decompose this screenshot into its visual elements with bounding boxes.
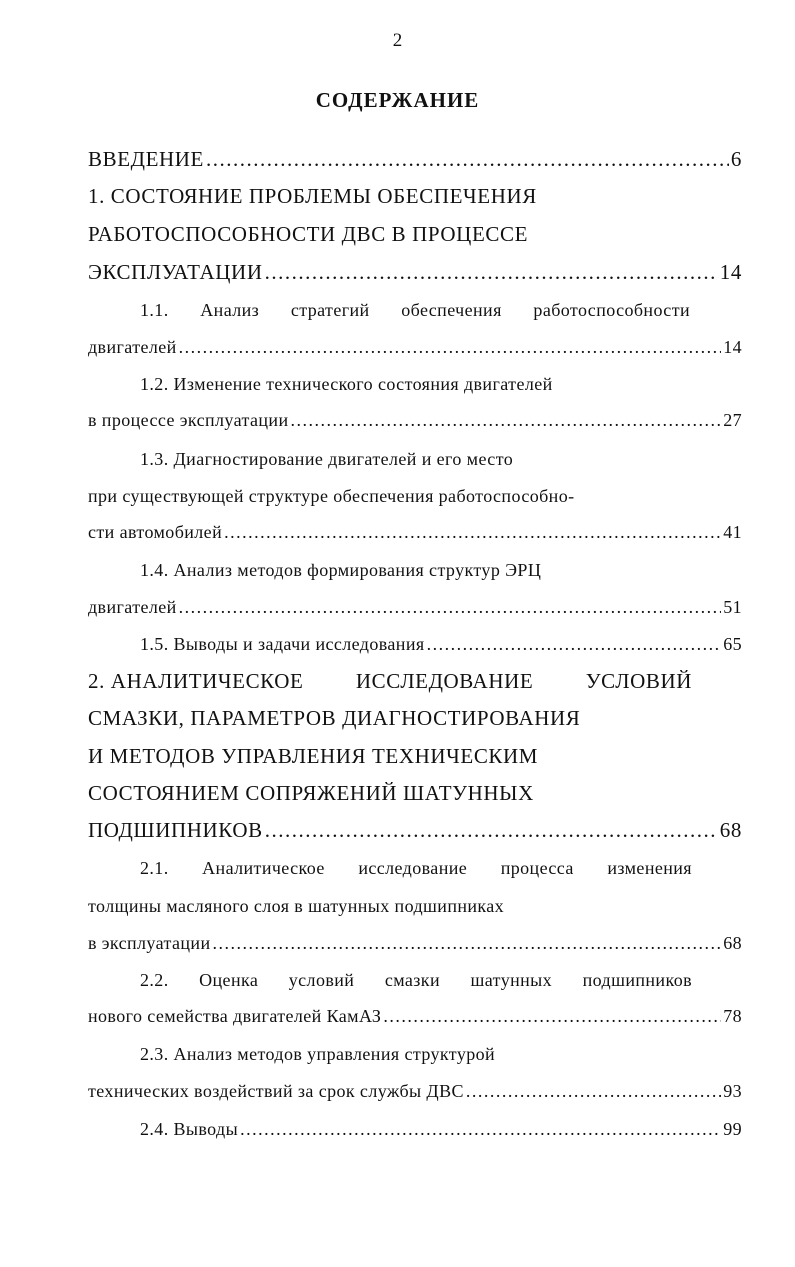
dot-leader [240, 1114, 721, 1144]
toc-chapter-2-line: СМАЗКИ, ПАРАМЕТРОВ ДИАГНОСТИРОВАНИЯ [88, 706, 581, 730]
toc-chapter-1-line: РАБОТОСПОСОБНОСТИ ДВС В ПРОЦЕССЕ [88, 222, 529, 246]
toc-section-2-1-line: 2.1. Аналитическое исследование процесса изменения [140, 858, 692, 878]
toc-entry-section-1-2 [88, 405, 742, 435]
toc-chapter-2-line: И МЕТОДОВ УПРАВЛЕНИЯ ТЕХНИЧЕСКИМ [88, 744, 539, 768]
toc-entry-title: нового семейства двигателей КамАЗ [88, 1006, 382, 1026]
dot-leader [265, 815, 718, 845]
dot-leader [427, 629, 722, 659]
toc-page-number: 78 [723, 1006, 742, 1026]
toc-entry-chapter-2 [88, 815, 742, 845]
toc-page-number: 41 [723, 522, 742, 542]
toc-page-number: 27 [723, 410, 742, 430]
toc-word: 2. АНАЛИТИЧЕСКОЕ [88, 669, 304, 693]
toc-page-number: 93 [723, 1081, 742, 1101]
toc-entry-title: 2.4. Выводы [140, 1119, 239, 1139]
toc-chapter-2-line [88, 666, 742, 696]
page-number: 2 [392, 30, 403, 51]
toc-entry-title: в процессе эксплуатации [88, 410, 289, 430]
toc-section-1-3-line: 1.3. Диагностирование двигателей и его место [140, 449, 514, 469]
toc-entry-section-2-3 [88, 1076, 742, 1106]
toc-section-1-1-line: 1.1. Анализ стратегий обеспечения работоспособности [140, 300, 690, 320]
toc-section-2-2-line: 2.2. Оценка условий смазки шатунных подшипников [140, 970, 692, 990]
toc-section-2-1-line: толщины масляного слоя в шатунных подшипниках [88, 896, 505, 916]
toc-entry-title: ЭКСПЛУАТАЦИИ [88, 260, 263, 284]
toc-page-number: 68 [719, 818, 742, 842]
toc-page-number: 14 [723, 337, 742, 357]
toc-entry-title: двигателей [88, 337, 177, 357]
dot-leader [179, 592, 722, 622]
toc-entry-section-1-4 [88, 592, 742, 622]
toc-entry-section-1-3 [88, 517, 742, 547]
toc-entry-intro [88, 144, 742, 174]
toc-section-1-4-line: 1.4. Анализ методов формирования структур ЭРЦ [140, 560, 542, 580]
toc-entry-chapter-1 [88, 257, 742, 287]
toc-entry-section-1-1 [88, 332, 742, 362]
page-title: СОДЕРЖАНИЕ [315, 88, 480, 112]
toc-entry-title: ВВЕДЕНИЕ [88, 147, 204, 171]
toc-page-number: 68 [723, 933, 742, 953]
toc-entry-section-2-4 [88, 1114, 742, 1144]
dot-leader [179, 332, 722, 362]
dot-leader [206, 144, 729, 174]
toc-section-1-2-line: 1.2. Изменение технического состояния двигателей [140, 374, 553, 394]
dot-leader [383, 1001, 721, 1031]
toc-entry-title: сти автомобилей [88, 522, 223, 542]
toc-entry-section-2-1 [88, 928, 742, 958]
toc-entry-title: в эксплуатации [88, 933, 211, 953]
toc-entry-title: двигателей [88, 597, 177, 617]
dot-leader [265, 257, 718, 287]
toc-page-number: 99 [723, 1119, 742, 1139]
toc-entry-title: ПОДШИПНИКОВ [88, 818, 263, 842]
toc-page-number: 14 [719, 260, 742, 284]
toc-section-2-3-line: 2.3. Анализ методов управления структурой [140, 1044, 496, 1064]
toc-entry-title: технических воздействий за срок службы ДВС [88, 1081, 464, 1101]
toc-chapter-2-line: СОСТОЯНИЕМ СОПРЯЖЕНИЙ ШАТУННЫХ [88, 781, 534, 805]
dot-leader [466, 1076, 721, 1106]
dot-leader [224, 517, 721, 547]
toc-page-number: 65 [723, 634, 742, 654]
dot-leader [213, 928, 722, 958]
toc-entry-title: 1.5. Выводы и задачи исследования [140, 634, 425, 654]
toc-page-number: 6 [730, 147, 742, 171]
dot-leader [290, 405, 721, 435]
toc-entry-section-2-2 [88, 1001, 742, 1031]
toc-word: УСЛОВИЙ [585, 669, 692, 693]
toc-chapter-1-line: 1. СОСТОЯНИЕ ПРОБЛЕМЫ ОБЕСПЕЧЕНИЯ [88, 184, 537, 208]
toc-page-number: 51 [723, 597, 742, 617]
toc-word: ИССЛЕДОВАНИЕ [355, 669, 534, 693]
toc-entry-section-1-5 [88, 629, 742, 659]
toc-section-1-3-line: при существующей структуре обеспечения работоспособно- [88, 486, 575, 506]
